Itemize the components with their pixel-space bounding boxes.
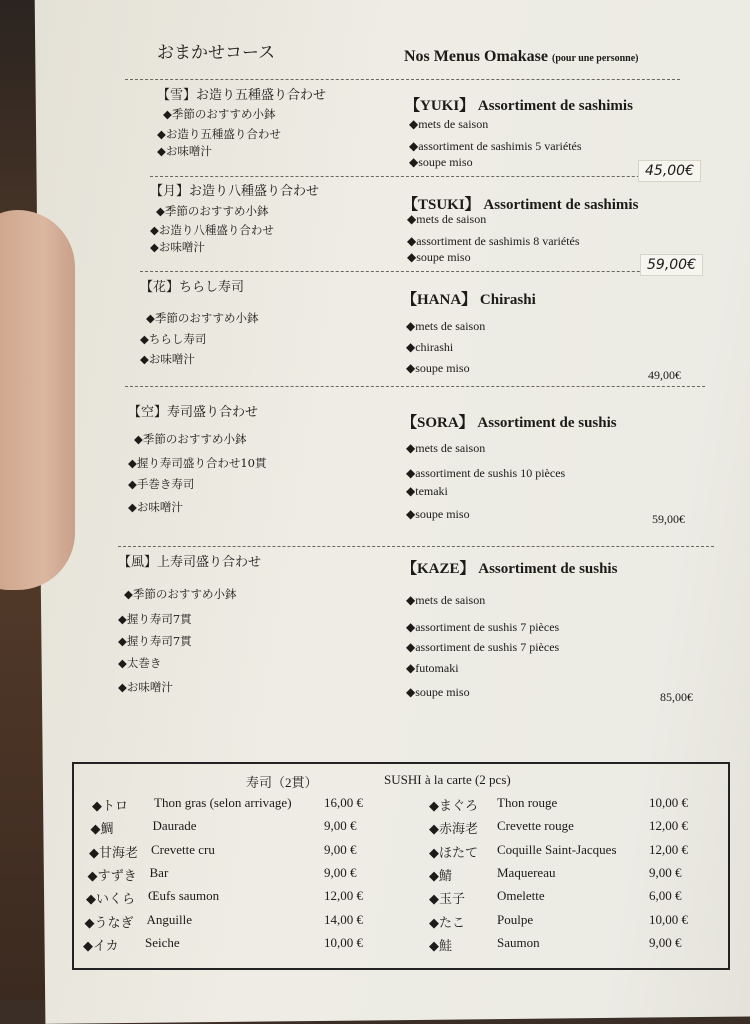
carte-item-price: 16,00 € [324,795,363,810]
course-item-fr: ◆assortiment de sashimis 8 variétés [407,234,580,248]
course-item-jp: ◆手巻き寿司 [128,477,195,491]
carte-item-jp: ◆鮭 [429,938,452,954]
course-item-fr: ◆futomaki [406,661,459,675]
carte-item-name: Seiche [145,934,180,950]
course-item-jp: ◆お味噌汁 [118,680,173,694]
course-heading-jp: 【花】ちらし寿司 [140,280,245,295]
carte-item-name: Maquereau [497,864,556,880]
dashed-divider [150,176,690,177]
carte-item-jp: ◆イカ [83,938,119,954]
course-item-fr: ◆soupe miso [406,507,470,521]
course-item-fr: ◆soupe miso [407,250,471,264]
course-item-fr: ◆mets de saison [406,441,486,455]
course-heading-fr: 【HANA】 Chirashi [402,292,536,308]
carte-item-price: 6,00 € [649,888,682,904]
course-heading-jp: 【雪】お造り五種盛り合わせ [157,88,327,103]
course-item-jp: ◆太巻き [118,656,162,670]
carte-item-jp: ◆玉子 [429,892,465,908]
course-item-jp: ◆握り寿司7貫 [118,634,192,648]
course-item-fr: ◆soupe miso [409,155,473,169]
course-item-jp: ◆握り寿司盛り合わせ10貫 [128,456,267,470]
carte-item-price: 9,00 € [324,864,357,880]
course-item-fr: ◆mets de saison [406,319,486,333]
course-item-jp: ◆お味噌汁 [128,500,183,514]
carte-item-name: Crevette rouge [497,818,574,834]
carte-item-name: Bar [149,864,169,880]
course-item-fr: ◆assortiment de sushis 7 pièces [406,640,560,654]
a-la-carte-box [72,762,730,970]
carte-item-price: 9,00 € [324,818,357,834]
carte-item-name: Saumon [497,934,540,950]
carte-item-name: Anguille [146,911,192,927]
course-item-fr: ◆soupe miso [406,685,470,699]
carte-item-name: Poulpe [497,911,534,927]
course-heading-fr: 【KAZE】 Assortiment de sushis [402,561,618,577]
carte-item-name: Crevette cru [151,841,215,857]
title-fr-main: Nos Menus Omakase [404,48,549,65]
course-item-fr: ◆chirashi [406,340,454,354]
title-fr-note: (pour une personne) [552,53,639,64]
carte-item-jp: ◆甘海老 [89,845,138,861]
carte-item-name: Coquille Saint-Jacques [497,841,617,857]
course-item-fr: ◆assortiment de sashimis 5 variétés [409,139,582,153]
course-item-jp: ◆季節のおすすめ小鉢 [163,107,276,121]
course-item-jp: ◆季節のおすすめ小鉢 [134,432,247,446]
course-item-jp: ◆季節のおすすめ小鉢 [124,587,237,601]
course-item-jp: ◆握り寿司7貫 [118,612,192,626]
course-item-jp: ◆お味噌汁 [157,144,212,158]
course-price: 85,00€ [660,690,693,704]
course-heading-fr: 【TSUKI】 Assortiment de sashimis [403,197,639,213]
carte-title-jp: 寿司（2貫） [246,775,318,790]
course-item-jp: ◆ちらし寿司 [140,332,207,346]
title-fr [404,48,639,66]
course-item-jp: ◆季節のおすすめ小鉢 [156,204,269,218]
course-heading-fr: 【SORA】 Assortiment de sushis [402,415,617,431]
carte-item-price: 9,00 € [649,864,682,880]
course-price: 49,00€ [648,368,681,382]
dashed-divider [125,79,680,80]
dashed-divider [125,386,705,387]
course-item-fr: ◆assortiment de sushis 7 pièces [406,620,560,634]
carte-item-jp: ◆鯖 [429,868,452,884]
course-heading-jp: 【空】寿司盛り合わせ [128,405,259,420]
course-heading-jp: 【風】上寿司盛り合わせ [118,555,262,570]
course-item-jp: ◆お造り五種盛り合わせ [157,127,281,141]
course-item-fr: ◆soupe miso [406,361,470,375]
course-item-fr: ◆mets de saison [409,117,489,131]
carte-item-jp: ◆すずき [87,868,137,884]
course-price: 45,00€ [638,160,701,182]
course-item-jp: ◆季節のおすすめ小鉢 [146,311,259,325]
carte-item-name: Daurade [152,818,197,834]
course-price: 59,00€ [640,254,703,276]
dashed-divider [140,271,695,272]
carte-item-name: Thon gras (selon arrivage) [154,795,292,810]
carte-item-jp: ◆鯛 [90,822,114,838]
hand [0,210,75,590]
course-item-fr: ◆temaki [406,484,448,498]
carte-item-jp: ◆赤海老 [429,822,478,838]
carte-item-jp: ◆ほたて [429,845,478,861]
course-item-jp: ◆お味噌汁 [150,240,205,254]
title-jp: おまかせコース [157,43,276,63]
carte-item-price: 9,00 € [324,841,357,857]
carte-item-price: 10,00 € [649,795,688,810]
course-item-fr: ◆mets de saison [407,212,487,226]
course-item-jp: ◆お味噌汁 [140,352,195,366]
carte-item-price: 9,00 € [649,934,682,950]
dashed-divider [118,546,714,547]
carte-item-name: Thon rouge [497,795,558,810]
carte-item-name: Omelette [497,888,545,904]
carte-item-price: 10,00 € [649,911,688,927]
carte-item-price: 12,00 € [324,888,363,904]
carte-item-price: 12,00 € [649,841,688,857]
carte-item-jp: ◆たこ [429,915,465,931]
carte-item-jp: ◆いくら [86,892,135,908]
course-item-fr: ◆assortiment de sushis 10 pièces [406,466,566,480]
carte-item-name: Œufs saumon [148,888,220,904]
carte-item-jp: ◆うなぎ [84,915,134,931]
course-item-fr: ◆mets de saison [406,593,486,607]
carte-title-fr: SUSHI à la carte (2 pcs) [384,772,511,787]
course-item-jp: ◆お造り八種盛り合わせ [150,223,274,237]
carte-item-jp: ◆まぐろ [429,799,478,814]
carte-item-price: 14,00 € [324,911,363,927]
carte-item-price: 10,00 € [324,934,363,950]
carte-item-jp: ◆トロ [92,799,128,814]
course-heading-fr: 【YUKI】 Assortiment de sashimis [405,98,633,114]
course-heading-jp: 【月】お造り八種盛り合わせ [150,184,320,199]
carte-item-price: 12,00 € [649,818,688,834]
course-price: 59,00€ [652,512,685,526]
